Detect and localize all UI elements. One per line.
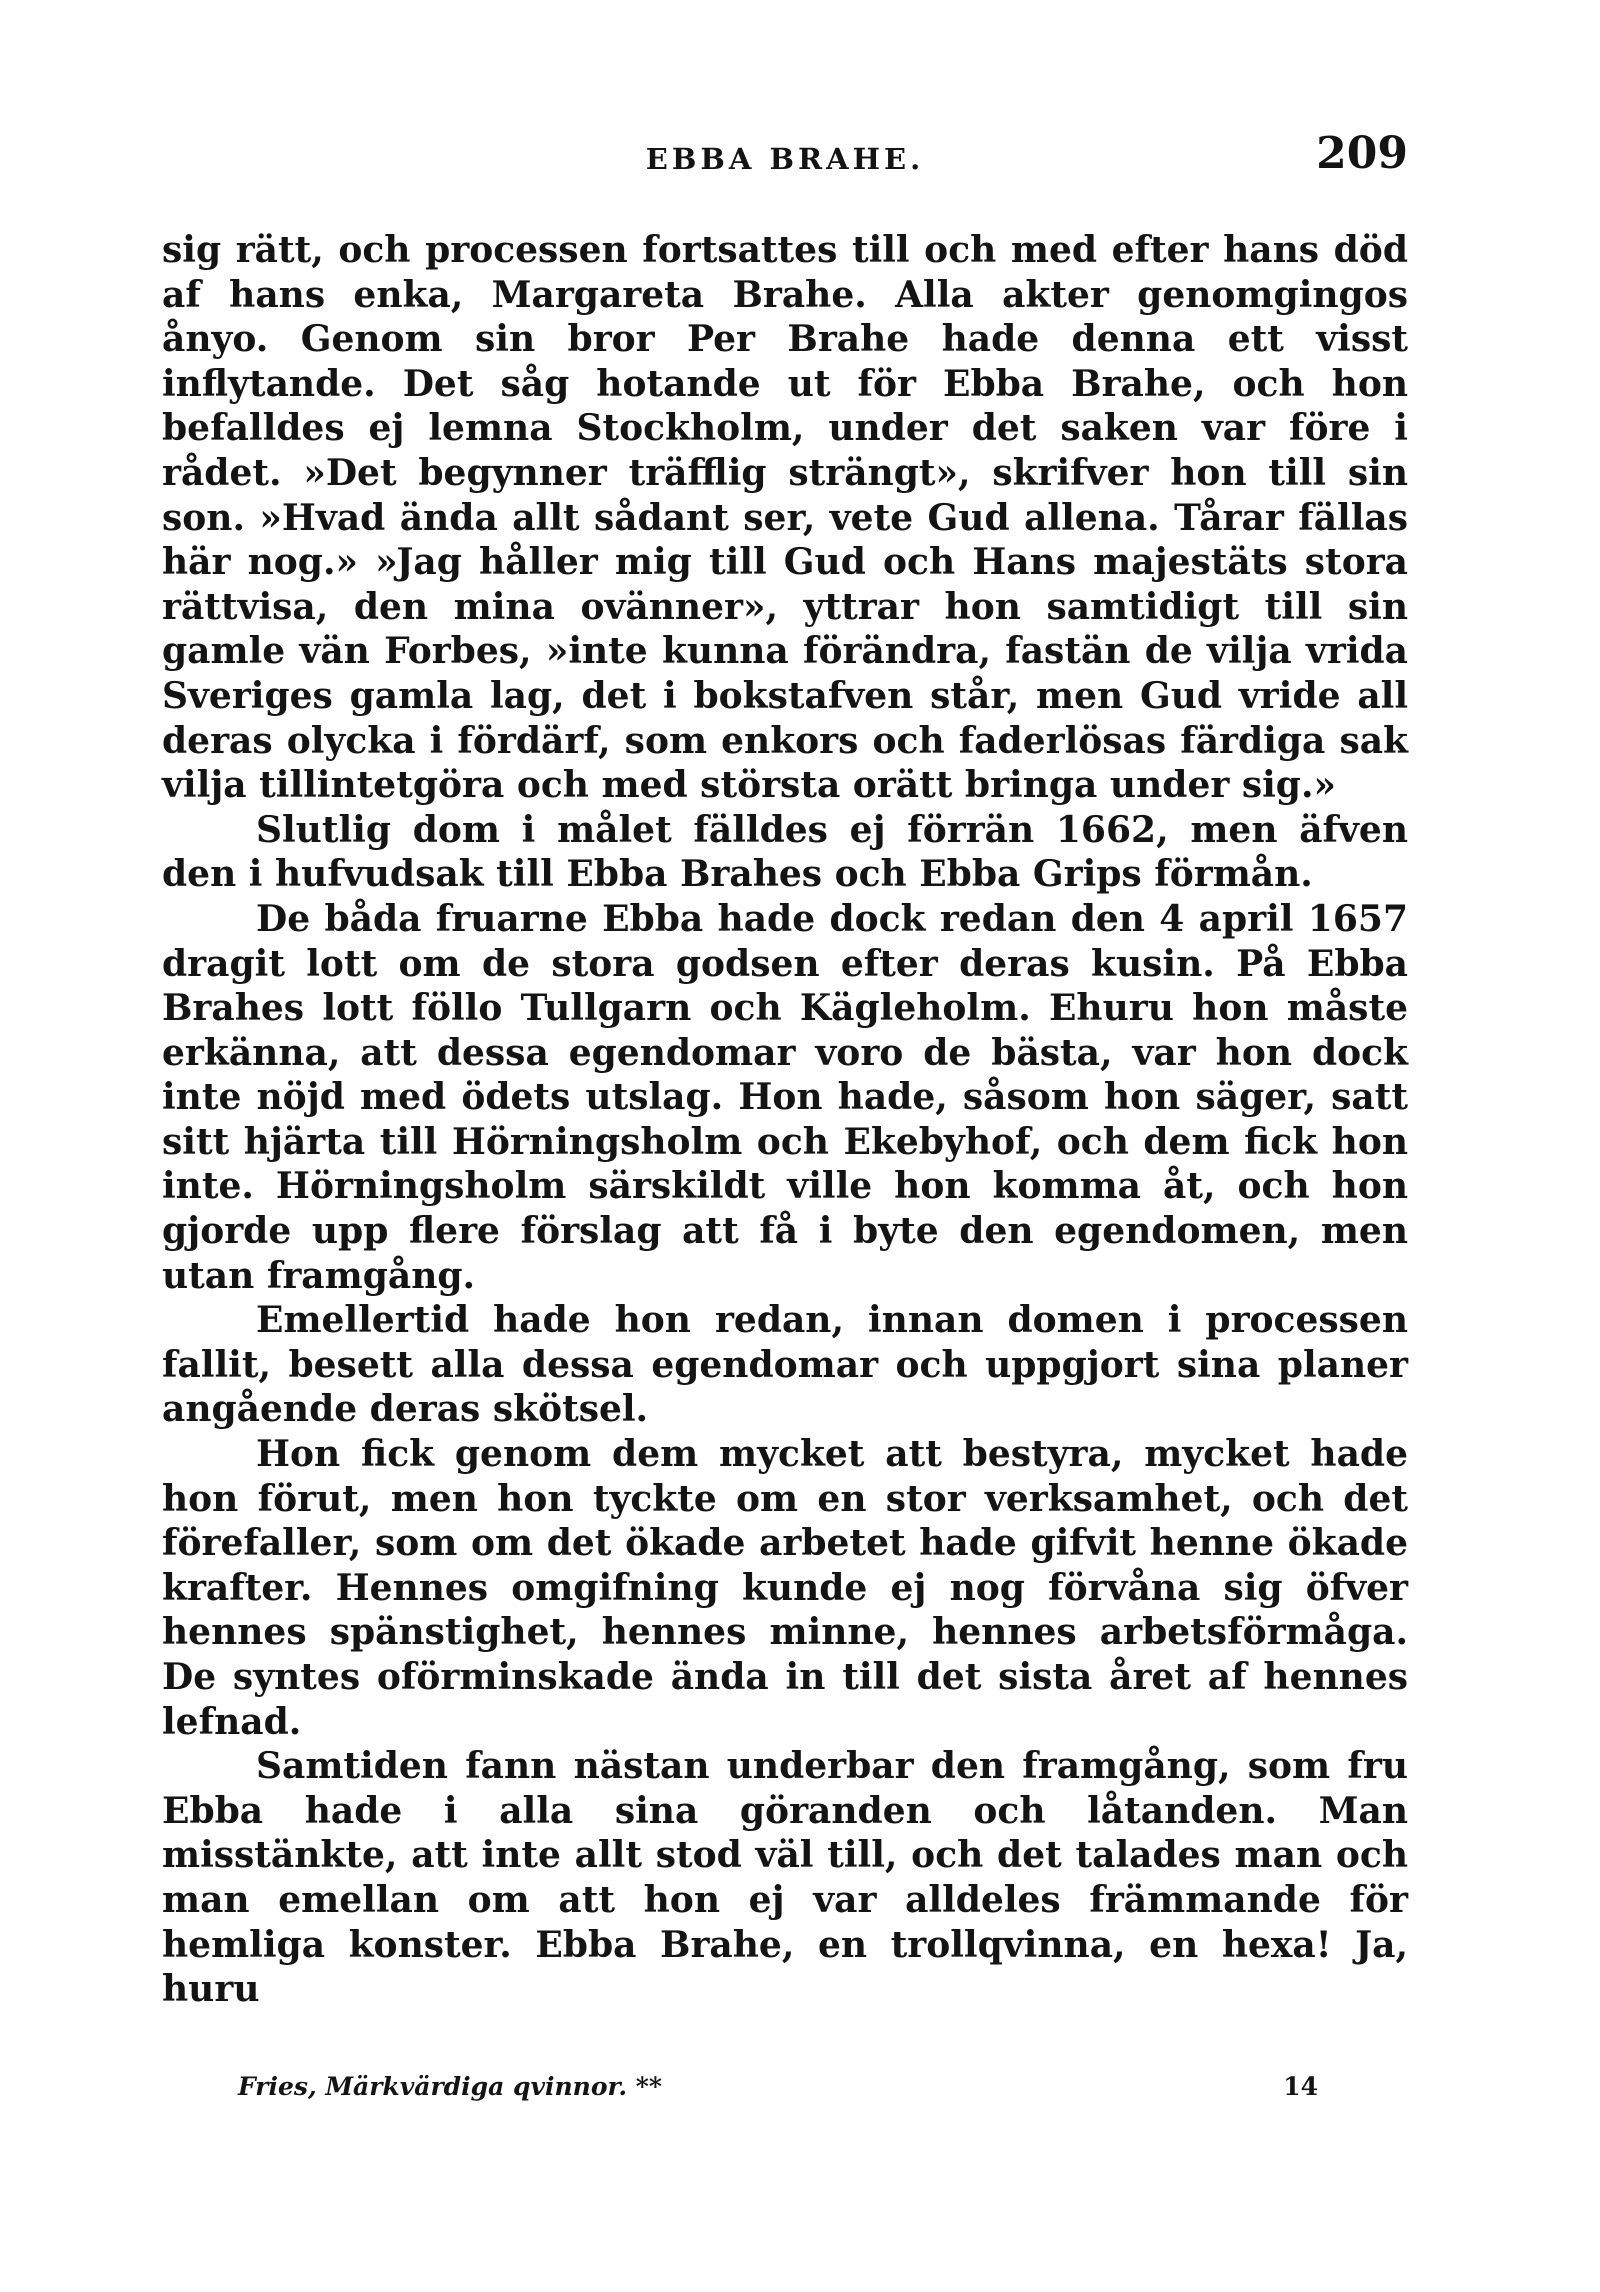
footer bbox=[238, 2072, 1318, 2112]
sheet-number: 14 bbox=[1283, 2072, 1318, 2101]
paragraph-2: Slutlig dom i målet fälldes ej förrän 1662, men äfven den i hufvudsak till Ebba Brahes och Ebba Grips förmån. bbox=[162, 808, 1408, 896]
paragraph-5: Hon fick genom dem mycket att bestyra, mycket hade hon förut, men hon tyckte om en stor verksamhet, och det förefaller, som om det ökade arbetet hade gifvit henne ökade krafter. Hennes omgifning kunde ej nog förvåna sig öfver hennes spänstighet, hennes minne, hennes arbetsförmåga. De syntes oförminskade ända in till det sista året af hennes lefnad. bbox=[162, 1433, 1408, 1743]
running-head bbox=[162, 128, 1408, 188]
paragraph-1: sig rätt, och processen fortsattes till och med efter hans död af hans enka, Margareta Brahe. Alla akter genomgingos ånyo. Genom sin bror Per Brahe hade denna ett visst inflytande. Det såg hotande ut för Ebba Brahe, och hon befalldes ej lemna Stockholm, under det saken var före i rådet. »Det begynner träfflig strängt», skrifver hon till sin son. »Hvad ända allt sådant ser, vete Gud allena. Tårar fällas här nog.» »Jag håller mig till Gud och Hans majestäts stora rättvisa, den mina ovänner», yttrar hon samtidigt till sin gamle vän Forbes, »inte kunna förändra, fastän de vilja vrida Sveriges gamla lag, det i bokstafven står, men Gud vride all deras olycka i fördärf, som enkors och faderlösas färdiga sak vilja tillintetgöra och med största orätt bringa under sig.» bbox=[162, 229, 1408, 807]
paragraph-3: De båda fruarne Ebba hade dock redan den 4 april 1657 dragit lott om de stora godsen efter deras kusin. På Ebba Brahes lott föllo Tullgarn och Kägleholm. Ehuru hon måste erkänna, att dessa egendomar voro de bästa, var hon dock inte nöjd med ödets utslag. Hon hade, såsom hon säger, satt sitt hjärta till Hörningsholm och Ekebyhof, och dem fick hon inte. Hörningsholm särskildt ville hon komma åt, och hon gjorde upp flere förslag att få i byte den egendomen, men utan framgång. bbox=[162, 897, 1408, 1297]
running-title: EBBA BRAHE. bbox=[645, 142, 925, 176]
page-number: 209 bbox=[1316, 128, 1408, 179]
paragraph-6: Samtiden fann nästan underbar den framgång, som fru Ebba hade i alla sina göranden och låtanden. Man misstänkte, att inte allt stod väl till, och det talades man och man emellan om att hon ej var alldeles främmande för hemliga konster. Ebba Brahe, en trollqvinna, en hexa! Ja, huru bbox=[162, 1745, 1408, 2011]
body-text bbox=[162, 228, 1408, 2012]
printer-signature: Fries, Märkvärdiga qvinnor. ** bbox=[238, 2072, 662, 2101]
paragraph-4: Emellertid hade hon redan, innan domen i processen fallit, besett alla dessa egendomar och uppgjort sina planer angående deras skötsel. bbox=[162, 1299, 1408, 1431]
